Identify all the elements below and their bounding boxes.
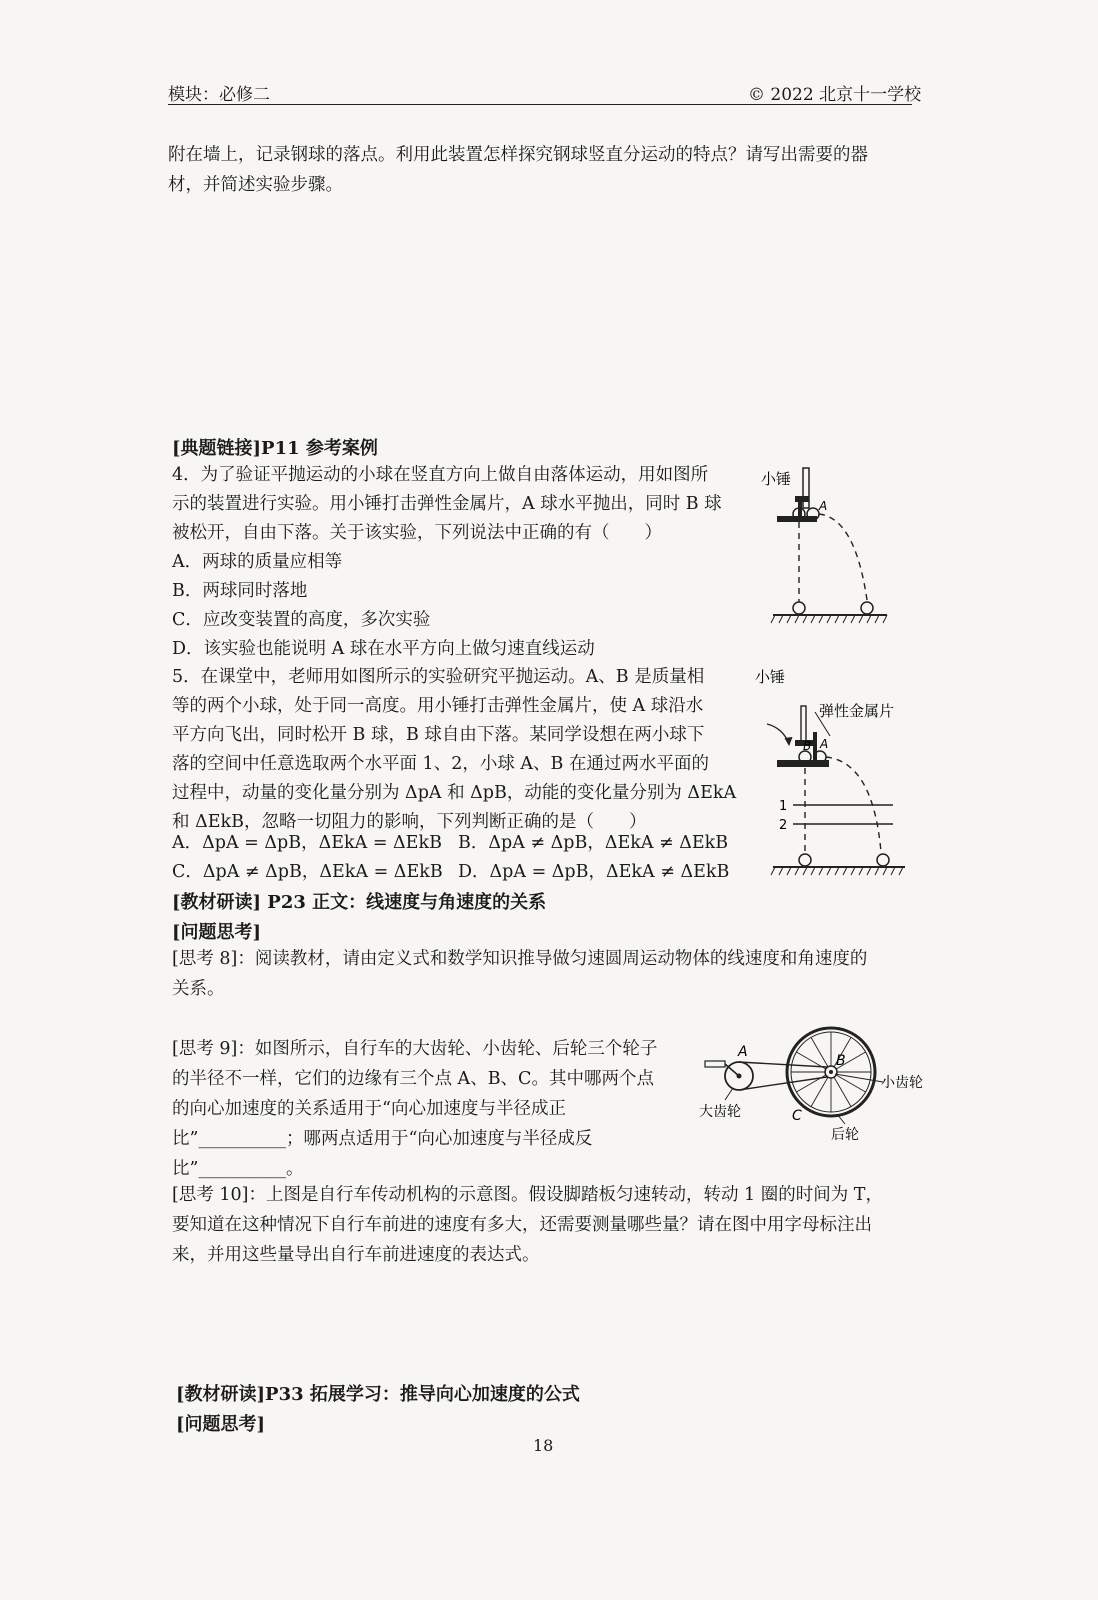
q4-apparatus-figure — [755, 460, 905, 630]
fig-point-a-label: A — [738, 1044, 748, 1060]
q5-option-c: C．ΔpA ≠ ΔpB，ΔEkA = ΔEkB — [172, 862, 443, 882]
header-copyright: © 2022 北京十一学校 — [748, 85, 922, 105]
think10-line-1: [思考 10]：上图是自行车传动机构的示意图。假设脚踏板匀速转动，转动 1 圈的时间为 T， — [172, 1185, 883, 1205]
q5-line-4: 落的空间中任意选取两个水平面 1、2，小球 A、B 在通过两水平面的 — [172, 754, 709, 774]
q4-option-d: D．该实验也能说明 A 球在水平方向上做匀速直线运动 — [172, 639, 595, 659]
fig-small-gear-label: 小齿轮 — [881, 1075, 923, 1091]
q4-fig-hammer-label: 小锤 — [761, 470, 792, 488]
q4-option-b: B．两球同时落地 — [172, 581, 308, 601]
q4-line-1: 4．为了验证平抛运动的小球在竖直方向上做自由落体运动，用如图所 — [172, 465, 709, 485]
section-think-1-heading: [问题思考] — [172, 922, 262, 943]
bicycle-drive-figure — [695, 1020, 935, 1150]
think9-line-2: 的半径不一样，它们的边缘有三个点 A、B、C。其中哪两个点 — [172, 1069, 654, 1089]
q5-fig-plane-1-label: 1 — [779, 799, 788, 814]
q5-fig-b-label: B — [803, 739, 812, 753]
q4-fig-a-label: A — [819, 499, 828, 513]
think10-line-2: 要知道在这种情况下自行车前进的速度有多大，还需要测量哪些量？请在图中用字母标注出 — [172, 1215, 872, 1235]
section-read-1-heading: [教材研读] P23 正文：线速度与角速度的关系 — [172, 892, 547, 913]
q5-option-d: D．ΔpA = ΔpB，ΔEkA ≠ ΔEkB — [458, 862, 730, 882]
section-think-2-heading: [问题思考] — [176, 1414, 266, 1435]
section-link-heading: [典题链接]P11 参考案例 — [172, 438, 378, 459]
think10-line-3: 来，并用这些量导出自行车前进速度的表达式。 — [172, 1245, 540, 1265]
think8-line-2: 关系。 — [172, 979, 225, 999]
q5-line-1: 5．在课堂中，老师用如图所示的实验研究平抛运动。A、B 是质量相 — [172, 667, 705, 687]
header-module: 模块：必修二 — [168, 85, 270, 105]
think9-line-3: 的向心加速度的关系适用于“向心加速度与半径成正 — [172, 1099, 566, 1119]
q5-option-a: A．ΔpA = ΔpB，ΔEkA = ΔEkB — [172, 833, 442, 853]
q5-apparatus-figure — [745, 662, 915, 882]
fig-rear-wheel-label: 后轮 — [831, 1127, 859, 1143]
q5-option-b: B．ΔpA ≠ ΔpB，ΔEkA ≠ ΔEkB — [458, 833, 729, 853]
q5-line-2: 等的两个小球，处于同一高度。用小锤打击弹性金属片，使 A 球沿水 — [172, 696, 704, 716]
q5-line-6: 和 ΔEkB，忽略一切阻力的影响，下列判断正确的是（ ） — [172, 812, 647, 832]
q5-fig-plane-2-label: 2 — [779, 818, 788, 833]
q4-line-2: 示的装置进行实验。用小锤打击弹性金属片，A 球水平抛出，同时 B 球 — [172, 494, 722, 514]
think9-line-1: [思考 9]：如图所示，自行车的大齿轮、小齿轮、后轮三个轮子 — [172, 1039, 658, 1059]
intro-line-2: 材，并简述实验步骤。 — [168, 175, 343, 195]
think9-line-5: 比”__________。 — [172, 1159, 304, 1179]
fig-point-c-label: C — [792, 1108, 802, 1124]
fig-big-gear-label: 大齿轮 — [699, 1104, 741, 1120]
page-number: 18 — [533, 1436, 554, 1455]
q5-fig-a-label: A — [820, 737, 829, 751]
fig-point-b-label: B — [836, 1053, 846, 1069]
q4-line-3: 被松开，自由下落。关于该实验，下列说法中正确的有（ ） — [172, 523, 662, 543]
q5-fig-hammer-label: 小锤 — [755, 668, 786, 686]
q5-fig-plate-label: 弹性金属片 — [819, 702, 895, 720]
section-read-2-heading: [教材研读]P33 拓展学习：推导向心加速度的公式 — [176, 1384, 580, 1405]
think8-line-1: [思考 8]：阅读教材，请由定义式和数学知识推导做匀速圆周运动物体的线速度和角速度的 — [172, 949, 868, 969]
think9-line-4: 比”__________；哪两点适用于“向心加速度与半径成反 — [172, 1129, 593, 1149]
q4-option-c: C．应改变装置的高度，多次实验 — [172, 610, 431, 630]
q5-line-3: 平方向飞出，同时松开 B 球，B 球自由下落。某同学设想在两小球下 — [172, 725, 705, 745]
intro-line-1: 附在墙上，记录钢球的落点。利用此装置怎样探究钢球竖直分运动的特点？请写出需要的器 — [168, 145, 868, 165]
q4-option-a: A．两球的质量应相等 — [172, 552, 343, 572]
header-rule — [168, 104, 912, 105]
q5-line-5: 过程中，动量的变化量分别为 ΔpA 和 ΔpB，动能的变化量分别为 ΔEkA — [172, 783, 737, 803]
